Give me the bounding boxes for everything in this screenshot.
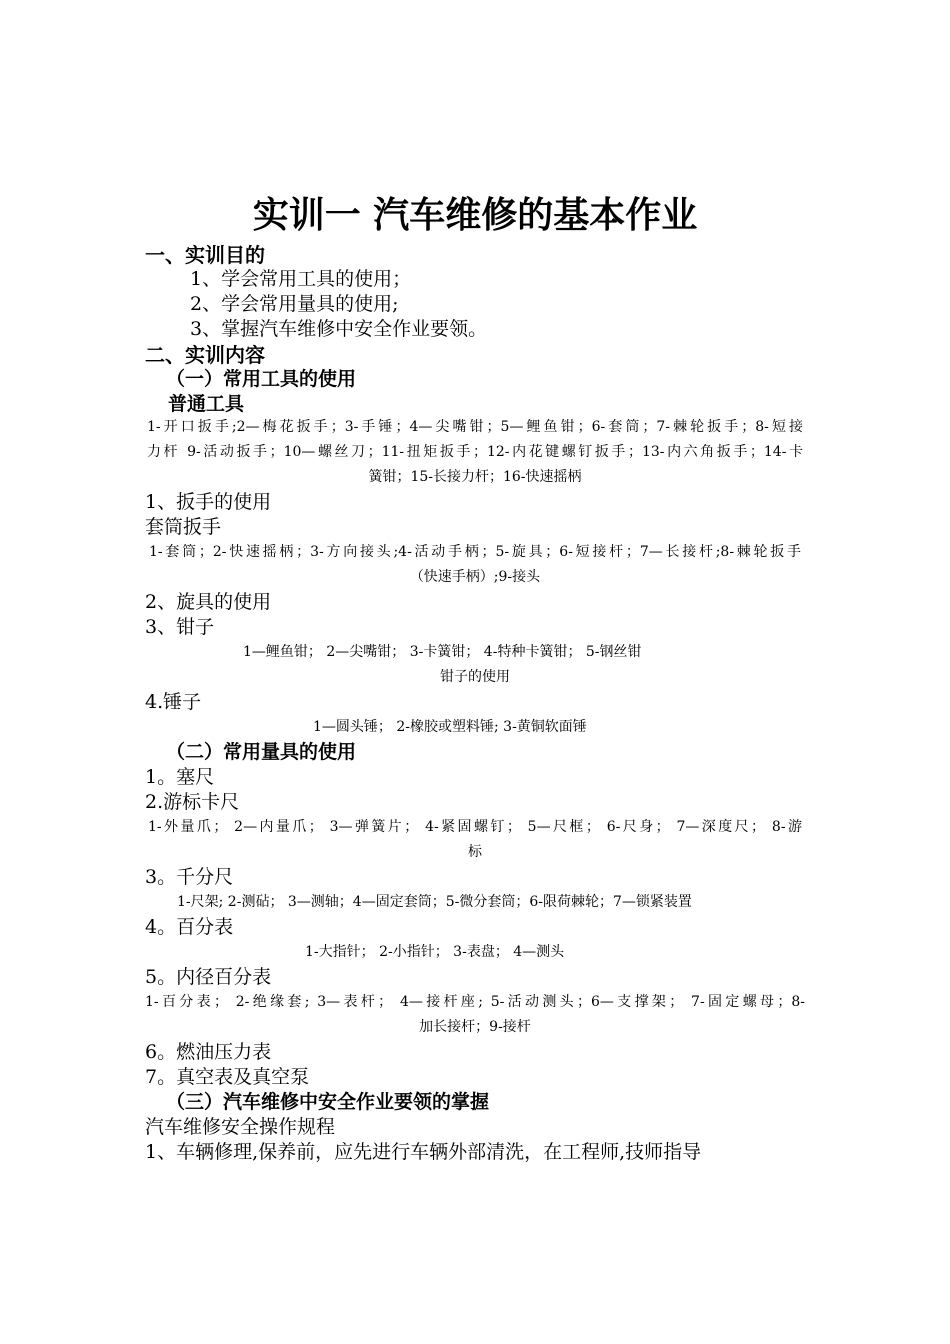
vacuum-gauge-heading: 7。真空表及真空泵 [145,1066,310,1088]
tools-caption-line-1: 1-开口扳手;2—梅花扳手；3-手锤；4—尖嘴钳；5—鲤鱼钳；6-套筒；7-棘轮扳手；8-短接 [147,419,803,435]
pliers-heading: 3、钳子 [145,616,215,638]
subsection3-heading: （三）汽车维修中安全作业要领的掌握 [166,1091,490,1113]
vernier-caliper-heading: 2.游标卡尺 [145,791,240,813]
socket-caption-line-1: 1-套筒；2-快速摇柄；3-方向接头;4-活动手柄；5-旋具；6-短接杆；7—长接杆;8-棘轮扳手 [149,544,801,560]
pliers-caption: 1—鲤鱼钳； 2—尖嘴钳； 3-卡簧钳； 4-特种卡簧钳； 5-钢丝钳 [243,644,642,660]
section1-heading: 一、实训目的 [145,243,265,267]
bore-caption-line-1: 1-百分表； 2-绝缘套; 3—表杆； 4—接杆座; 5-活动测头；6—支撑架； 7-固定螺母；8- [145,994,805,1010]
tools-caption-line-2: 力杆 9-活动扳手；10—螺丝刀；11-扭矩扳手；12-内花键螺钉扳手；13-内六角扳手；14-卡 [147,444,803,460]
socket-caption-line-2: （快速手柄）;9-接头 [409,569,541,585]
micrometer-heading: 3。千分尺 [145,866,234,888]
bore-gauge-heading: 5。内径百分表 [145,966,272,988]
dial-indicator-caption: 1-大指针； 2-小指针； 3-表盘； 4—测头 [305,944,565,960]
socket-wrench-heading: 套筒扳手 [145,516,222,538]
caliper-caption-line-1: 1-外量爪； 2—内量爪； 3—弹簧片； 4-紧固螺钉； 5—尺框； 6-尺身； 7—深度尺； 8-游 [148,819,802,835]
document-title: 实训一 汽车维修的基本作业 [252,195,698,236]
subsection2-heading: （二）常用量具的使用 [166,741,357,763]
bore-caption-line-2: 加长接杆；9-接杆 [419,1019,531,1035]
objective-item-3: 3、掌握汽车维修中安全作业要领。 [190,318,488,340]
hammer-heading: 4.锤子 [145,691,202,713]
screwdriver-heading: 2、旋具的使用 [145,591,272,613]
caliper-caption-line-2: 标 [468,844,482,860]
fuel-pressure-gauge-heading: 6。燃油压力表 [145,1041,272,1063]
objective-item-2: 2、学会常用量具的使用; [190,293,399,315]
subsection1-heading: （一）常用工具的使用 [166,368,357,390]
pliers-use-caption: 钳子的使用 [440,669,510,685]
general-tools-heading: 普通工具 [168,393,245,415]
micrometer-caption: 1-尺架; 2-测砧； 3—测轴；4—固定套筒；5-微分套筒；6-限荷棘轮；7—锁紧装置 [177,894,692,910]
safety-rules-title: 汽车维修安全操作规程 [145,1116,336,1138]
dial-indicator-heading: 4。百分表 [145,916,234,938]
feeler-gauge-heading: 1。塞尺 [145,766,215,788]
hammer-caption: 1—圆头锤； 2-橡胶或塑料锤; 3-黄铜软面锤 [313,719,587,735]
safety-rule-1: 1、车辆修理,保养前，应先进行车辆外部清洗，在工程师,技师指导 [145,1141,702,1163]
tools-caption-line-3: 簧钳；15-长接力杆；16-快速摇柄 [368,469,582,485]
section2-heading: 二、实训内容 [145,343,265,367]
objective-item-1: 1、学会常用工具的使用； [190,268,412,290]
wrench-heading: 1、扳手的使用 [145,491,272,513]
